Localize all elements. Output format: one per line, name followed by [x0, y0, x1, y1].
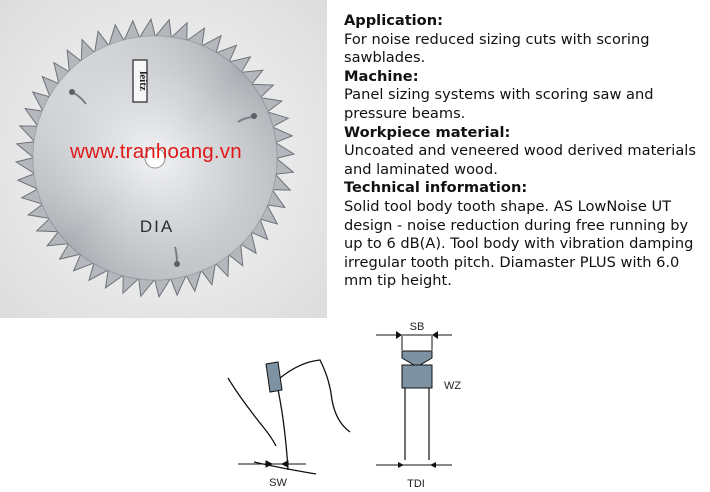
tooth-geometry-diagram	[0, 318, 710, 492]
spec-heading: Application:	[344, 12, 443, 29]
svg-text:leitz: leitz	[137, 71, 149, 91]
spec-block	[344, 12, 706, 291]
tooth-tip-front	[402, 365, 432, 388]
spec-workpiece	[344, 124, 706, 180]
spec-technical	[344, 179, 706, 291]
tdi-label: TDI	[407, 478, 425, 490]
spec-machine	[344, 68, 706, 124]
blade-label: DIA	[139, 217, 175, 236]
spec-heading: Machine:	[344, 67, 419, 85]
spec-text: For noise reduced sizing cuts with scoring sawblades.	[344, 30, 650, 67]
tooth-side-profile	[228, 360, 350, 474]
sb-label: SB	[409, 321, 425, 333]
spec-heading: Workpiece material:	[344, 123, 511, 141]
tooth-tip-side	[266, 362, 282, 392]
watermark-url: www.tranhoang.vn	[70, 140, 242, 163]
tooth-front-profile	[376, 331, 452, 468]
product-photo	[0, 0, 327, 318]
spec-text: Solid tool body tooth shape. AS LowNoise UT design - noise reduction during free running by up to 6 dB(A). Tool body with vibration damping irregular tooth pitch. Diamaster PLUS with 6.0 mm tip height.	[344, 197, 694, 290]
spec-heading: Technical information:	[344, 179, 528, 197]
wz-label: WZ	[444, 380, 462, 392]
spec-text: Uncoated and veneered wood derived materials and laminated wood.	[344, 142, 696, 178]
spec-text: Panel sizing systems with scoring saw and pressure beams.	[344, 86, 654, 122]
sw-label: SW	[269, 477, 287, 489]
spec-application	[344, 12, 706, 68]
leitz-logo	[133, 60, 149, 102]
